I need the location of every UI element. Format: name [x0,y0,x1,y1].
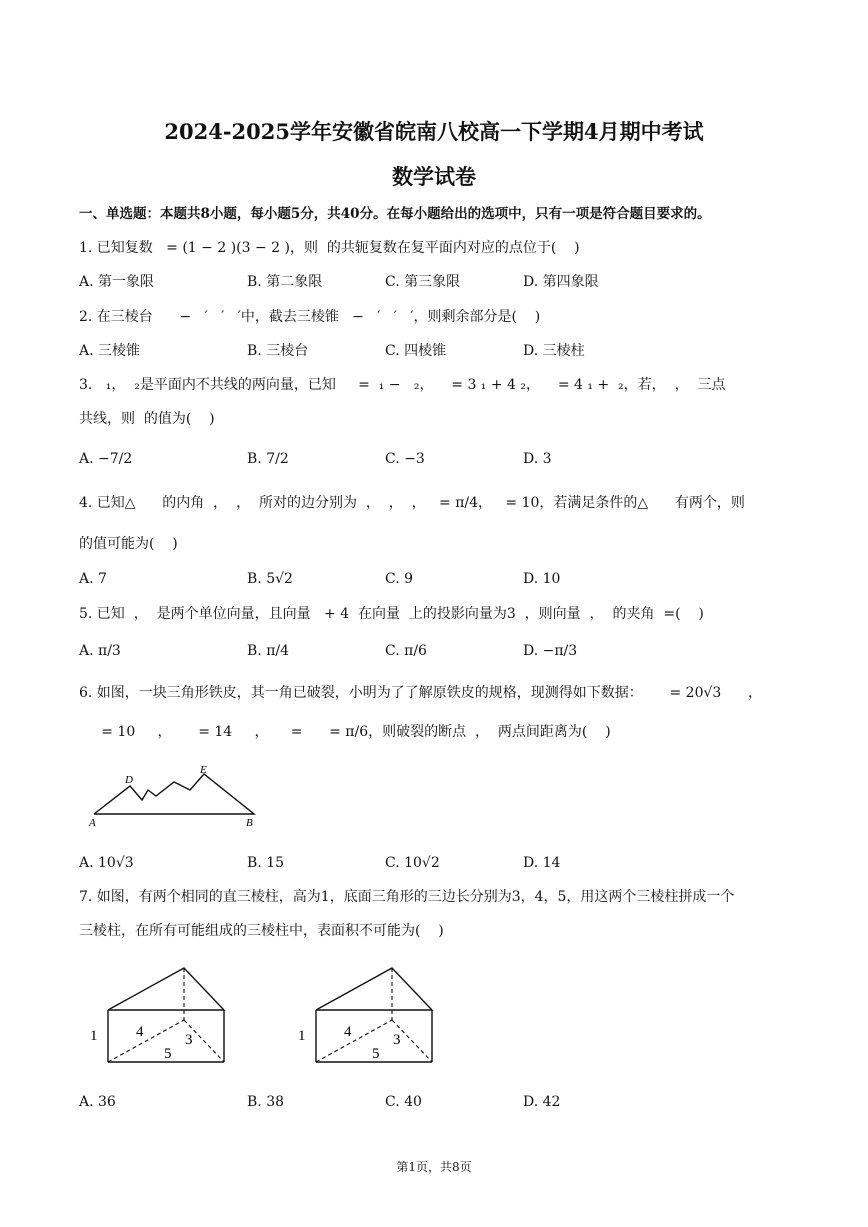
page-subtitle: 数学试卷 [392,164,476,189]
q5-option-a: A. π/3 [79,643,121,659]
q1-option-b: B. 第二象限 [247,274,323,290]
question-4-line1: 4. 已知△ 的内角 ， ， 所对的边分别为 ， ， ， = π/4， = 10，若满足条件的△ 有两个，则 [79,495,745,511]
question-4-line2: 的值可能为( ) [79,536,178,552]
label-side-5: 5 [164,1046,172,1062]
broken-triangle-figure [86,760,266,832]
q6-option-d: D. 14 [523,855,561,871]
q5-option-b: B. π/4 [247,643,290,659]
q7-option-d: D. 42 [523,1094,561,1110]
question-3-line2: 共线，则 的值为( ) [79,411,215,427]
label-side-3: 3 [185,1032,193,1048]
question-7-line1: 7. 如图，有两个相同的直三棱柱，高为1，底面三角形的三边长分别为3，4，5，用这两个三棱柱拼成一个 [79,889,735,905]
question-1: 1. 已知复数 = (1 − 2 )(3 − 2 )，则 的共轭复数在复平面内对应的点位于( ) [79,240,580,256]
label-b: B [246,817,253,829]
q7-option-a: A. 36 [79,1094,116,1110]
label-side-3: 3 [393,1032,401,1048]
broken-triangle-outline [94,774,254,814]
label-side-5: 5 [372,1046,380,1062]
question-6-line1: 6. 如图，一块三角形铁皮，其一角已破裂，小明为了了解原铁皮的规格，现测得如下数据： = 20√3 ， [79,685,763,701]
q1-option-d: D. 第四象限 [523,274,599,290]
q4-option-c: C. 9 [385,571,414,587]
q4-option-d: D. 10 [523,571,561,587]
q7-option-c: C. 40 [385,1094,422,1110]
label-d: D [125,774,133,786]
q3-option-b: B. 7/2 [247,451,289,467]
q2-option-d: D. 三棱柱 [523,343,585,359]
q4-option-b: B. 5√2 [247,571,293,587]
prism-hidden-edge-left [108,1020,184,1062]
prism-figure-2 [292,962,442,1068]
label-height: 1 [90,1028,98,1044]
page-title: 2024-2025学年安徽省皖南八校高一下学期4月期中考试 [164,119,704,144]
question-5: 5. 已知 ， 是两个单位向量，且向量 + 4 在向量 上的投影向量为3 ，则向量 ， 的夹角 =( ) [79,606,704,622]
question-6-line2: = 10 ， = 14 ， = = π/6，则破裂的断点 ， 两点间距离为( ) [79,724,611,740]
prism-figure-1 [84,962,234,1068]
question-3-line1: 3. ₁， ₂是平面内不共线的两向量，已知 = ₁ − ₂， = 3 ₁ + 4 ₂， = 4 ₁ + ₂，若， ， 三点 [79,377,726,393]
q3-option-c: C. −3 [385,451,425,467]
label-e: E [200,764,207,776]
prism-top-face [108,968,224,1010]
q6-option-c: C. 10√2 [385,855,440,871]
q7-option-b: B. 38 [247,1094,285,1110]
q2-option-a: A. 三棱锥 [79,343,141,359]
prism-top-face [316,968,432,1010]
label-a: A [89,817,96,829]
q3-option-a: A. −7/2 [79,451,133,467]
label-height: 1 [298,1028,306,1044]
q4-option-a: A. 7 [79,571,107,587]
page-footer: 第1页，共8页 [396,1160,472,1174]
q2-option-b: B. 三棱台 [247,343,309,359]
q1-option-a: A. 第一象限 [79,274,155,290]
q2-option-c: C. 四棱锥 [385,343,447,359]
q6-option-b: B. 15 [247,855,285,871]
label-side-4: 4 [136,1024,144,1040]
section-heading: 一、单选题：本题共8小题，每小题5分，共40分。在每小题给出的选项中，只有一项是符合题目要求的。 [79,206,711,222]
prism-hidden-edge-left [316,1020,392,1062]
question-2: 2. 在三棱台 − ′ ′ ′中，截去三棱锥 − ′ ′ ′，则剩余部分是( ) [79,309,541,325]
q5-option-d: D. −π/3 [523,643,578,659]
q1-option-c: C. 第三象限 [385,274,461,290]
question-7-line2: 三棱柱，在所有可能组成的三棱柱中，表面积不可能为( ) [79,923,444,939]
q3-option-d: D. 3 [523,451,552,467]
q5-option-c: C. π/6 [385,643,427,659]
label-side-4: 4 [344,1024,352,1040]
q6-option-a: A. 10√3 [79,855,134,871]
